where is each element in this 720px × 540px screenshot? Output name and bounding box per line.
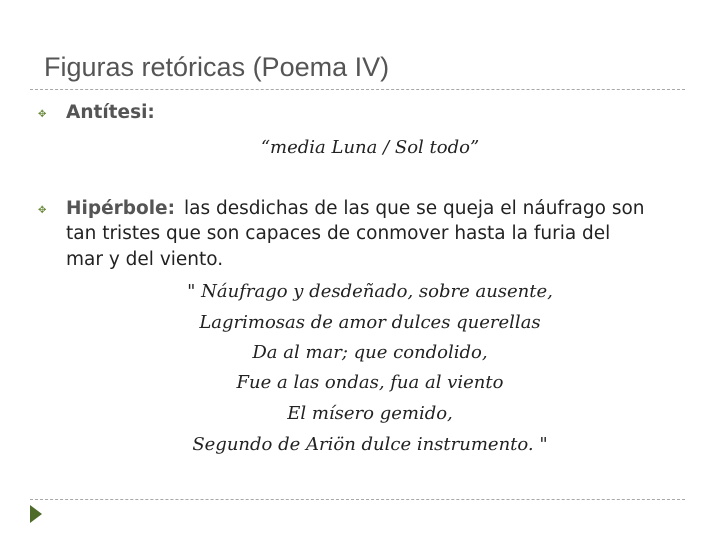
- title-divider: [30, 89, 685, 90]
- poem-line: Lagrimosas de amor dulces querellas: [199, 312, 541, 333]
- next-slide-arrow-icon[interactable]: [30, 505, 42, 523]
- poem-line: Segundo de Ariön dulce instrumento. ": [192, 434, 548, 455]
- footer-divider: [30, 499, 685, 500]
- hiperbole-text-line: las desdichas de las que se queja el náufrago son: [184, 198, 645, 219]
- hiperbole-text-line: mar y del viento.: [66, 249, 224, 270]
- poem-line: Fue a las ondas, fua al viento: [236, 372, 504, 393]
- hiperbole-text-line: tan tristes que son capaces de conmover hasta la furia del: [66, 223, 611, 244]
- term-antitesi: Antítesi:: [66, 102, 155, 123]
- slide-title: Figuras retóricas (Poema IV): [44, 52, 390, 82]
- poem-line: " Náufrago y desdeñado, sobre ausente,: [187, 281, 553, 302]
- diamond-bullet-icon: ✥: [38, 205, 47, 216]
- quote-antitesi: “media Luna / Sol todo”: [260, 137, 480, 158]
- diamond-bullet-icon: ✥: [38, 109, 47, 120]
- poem-line: Da al mar; que condolido,: [252, 342, 488, 363]
- term-hiperbole: Hipérbole:: [66, 198, 175, 219]
- poem-line: El mísero gemido,: [287, 403, 453, 424]
